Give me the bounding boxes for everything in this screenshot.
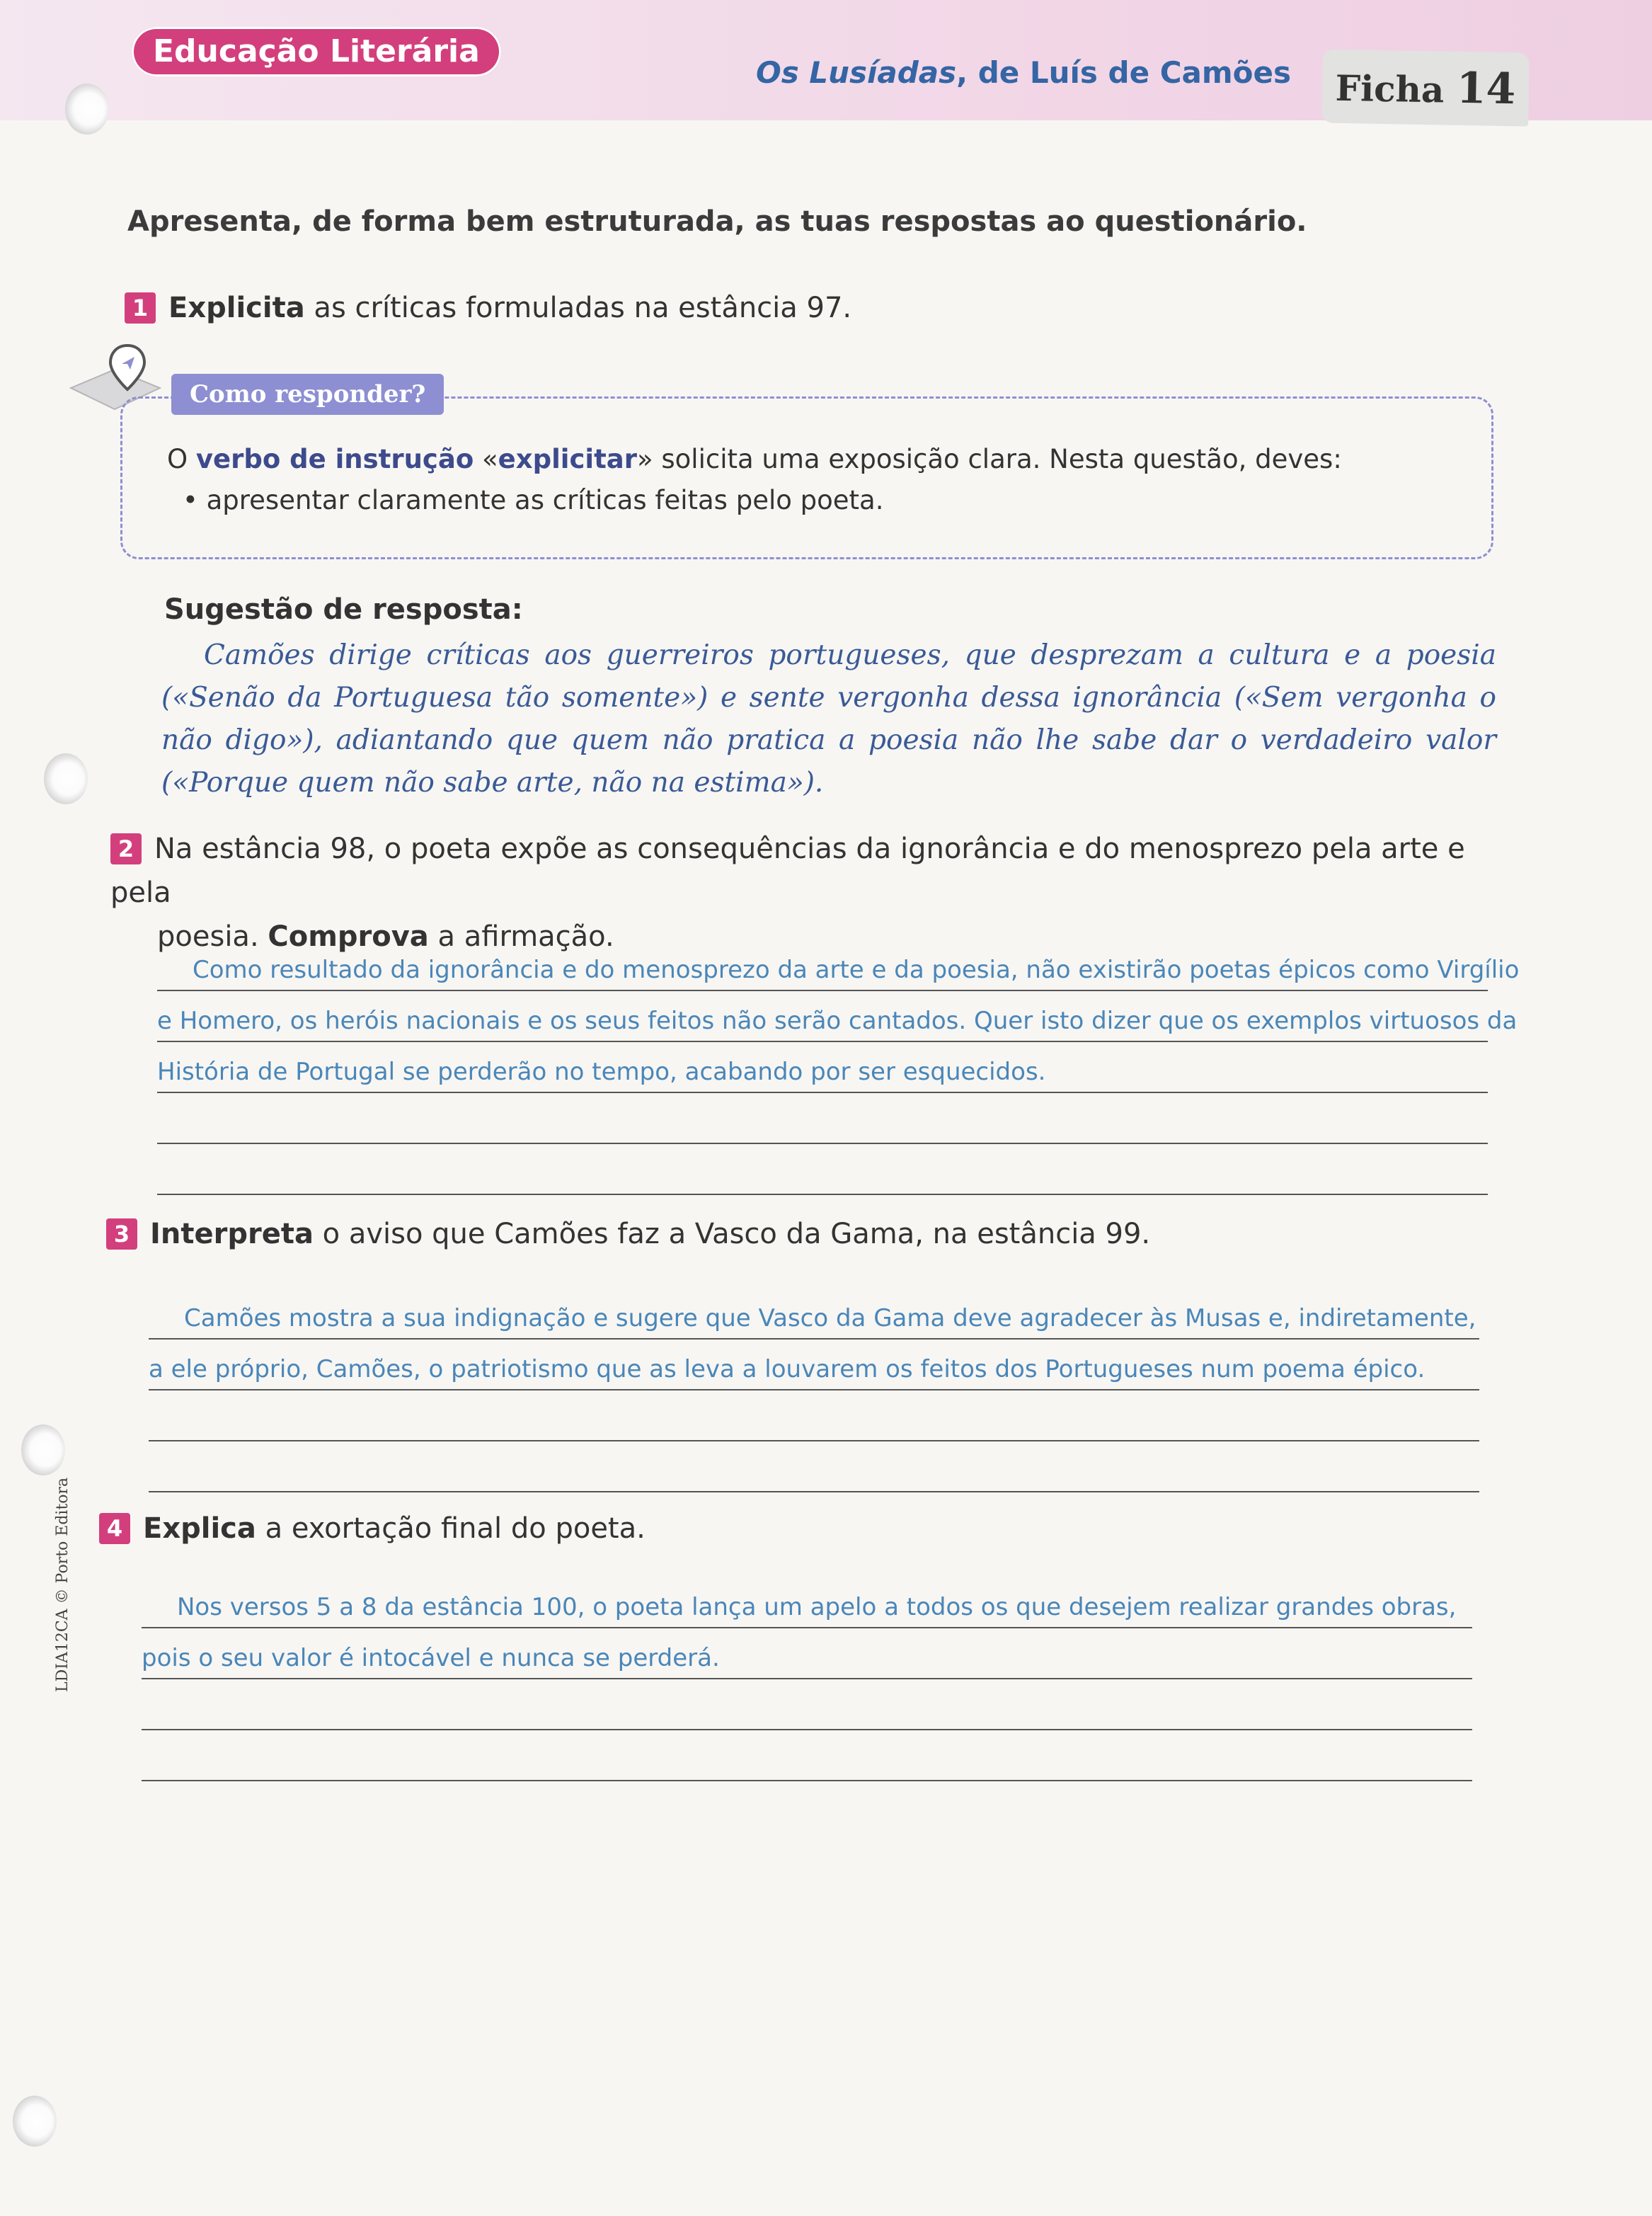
question-text: poesia. xyxy=(157,920,268,953)
ficha-label xyxy=(1321,49,1530,126)
bullet-text: apresentar claramente as críticas feitas pelo poeta. xyxy=(206,485,884,515)
how-to-bullet xyxy=(167,480,1342,521)
answer-line[interactable] xyxy=(142,1628,1472,1679)
text-bold: explicitar xyxy=(498,444,637,474)
question-text: a afirmação. xyxy=(428,920,614,953)
question-verb: Comprova xyxy=(268,920,429,953)
answer-line[interactable] xyxy=(149,1390,1479,1441)
binder-hole-icon xyxy=(65,84,109,135)
question-text: a exortação final do poeta. xyxy=(256,1512,646,1545)
answer-line[interactable] xyxy=(142,1730,1472,1781)
answer-line[interactable] xyxy=(157,1144,1488,1195)
binder-hole-icon xyxy=(21,1424,65,1475)
work-title-rest: , de Luís de Camões xyxy=(956,55,1291,90)
work-title-italic: Os Lusíadas xyxy=(755,55,957,90)
suggestion-title: Sugestão de resposta: xyxy=(164,593,523,626)
answer-line[interactable] xyxy=(157,1093,1488,1144)
answer-line[interactable] xyxy=(149,1441,1479,1492)
answer-text: pois o seu valor é intocável e nunca se perderá. xyxy=(142,1644,720,1672)
question-number: 2 xyxy=(110,833,142,864)
question-number: 4 xyxy=(99,1513,130,1544)
binder-hole-icon xyxy=(44,753,88,804)
page-instruction: Apresenta, de forma bem estruturada, as tuas respostas ao questionário. xyxy=(127,205,1307,238)
question-verb: Explicita xyxy=(168,292,305,324)
question-1 xyxy=(125,286,851,330)
ficha-number: 14 xyxy=(1456,63,1516,115)
answer-lines-4 xyxy=(142,1577,1472,1781)
how-to-answer-text xyxy=(167,439,1342,521)
question-2 xyxy=(110,827,1498,959)
question-line xyxy=(110,827,1498,915)
answer-lines-2 xyxy=(157,940,1520,1195)
question-4 xyxy=(99,1507,646,1550)
answer-text: Como resultado da ignorância e do menosprezo da arte e da poesia, não existirão poetas épicos como Virgílio xyxy=(193,956,1520,984)
answer-text: História de Portugal se perderão no tempo, acabando por ser esquecidos. xyxy=(157,1058,1046,1086)
text-bold: verbo de instrução xyxy=(195,444,474,474)
question-text: as críticas formuladas na estância 97. xyxy=(304,292,852,324)
answer-line[interactable] xyxy=(149,1289,1479,1340)
answer-line[interactable] xyxy=(142,1577,1472,1628)
answer-lines-3 xyxy=(149,1289,1479,1492)
binder-hole-icon xyxy=(13,2096,57,2147)
text-fragment: » solicita uma exposição clara. Nesta questão, deves: xyxy=(636,444,1342,474)
answer-text: a ele próprio, Camões, o patriotismo que as leva a louvarem os feitos dos Portugueses num poema épico. xyxy=(149,1355,1426,1383)
question-text: Na estância 98, o poeta expõe as consequências da ignorância e do menosprezo pela arte e pela xyxy=(110,833,1465,909)
work-title xyxy=(756,55,1291,90)
suggestion-text: Camões dirige críticas aos guerreiros portugueses, que desprezam a cultura e a poesia («Senão da Portuguesa tão somente») e sente vergonha dessa ignorância («Sem vergonha o não digo»), adiantando que quem não pratica a poesia não lhe sabe dar o verdadeiro valor («Porque quem não sabe arte, não na estima»). xyxy=(161,639,1496,799)
question-number: 3 xyxy=(106,1218,137,1250)
how-to-line xyxy=(167,439,1342,480)
answer-text: Camões mostra a sua indignação e sugere que Vasco da Gama deve agradecer às Musas e, indiretamente, xyxy=(184,1304,1476,1332)
answer-line[interactable] xyxy=(157,1042,1488,1093)
side-credit: LDIA12CA © Porto Editora xyxy=(54,1477,71,1692)
answer-text: Nos versos 5 a 8 da estância 100, o poeta lança um apelo a todos os que desejem realizar grandes obras, xyxy=(177,1593,1457,1621)
answer-line[interactable] xyxy=(149,1340,1479,1390)
question-3 xyxy=(106,1212,1150,1256)
how-to-answer-label: Como responder? xyxy=(171,374,444,415)
answer-line[interactable] xyxy=(142,1679,1472,1730)
ficha-word: Ficha xyxy=(1335,67,1445,111)
question-number: 1 xyxy=(125,292,156,324)
question-text: o aviso que Camões faz a Vasco da Gama, na estância 99. xyxy=(313,1218,1151,1250)
bullet-icon: • xyxy=(183,485,207,515)
answer-text: e Homero, os heróis nacionais e os seus feitos não serão cantados. Quer isto dizer que os exemplos virtuosos da xyxy=(157,1007,1518,1035)
answer-line[interactable] xyxy=(157,991,1518,1042)
text-fragment: O xyxy=(167,444,196,474)
answer-line[interactable] xyxy=(157,940,1520,991)
question-verb: Interpreta xyxy=(150,1218,314,1250)
section-tag: Educação Literária xyxy=(132,27,501,76)
text-fragment: « xyxy=(474,444,498,474)
question-verb: Explica xyxy=(143,1512,256,1545)
